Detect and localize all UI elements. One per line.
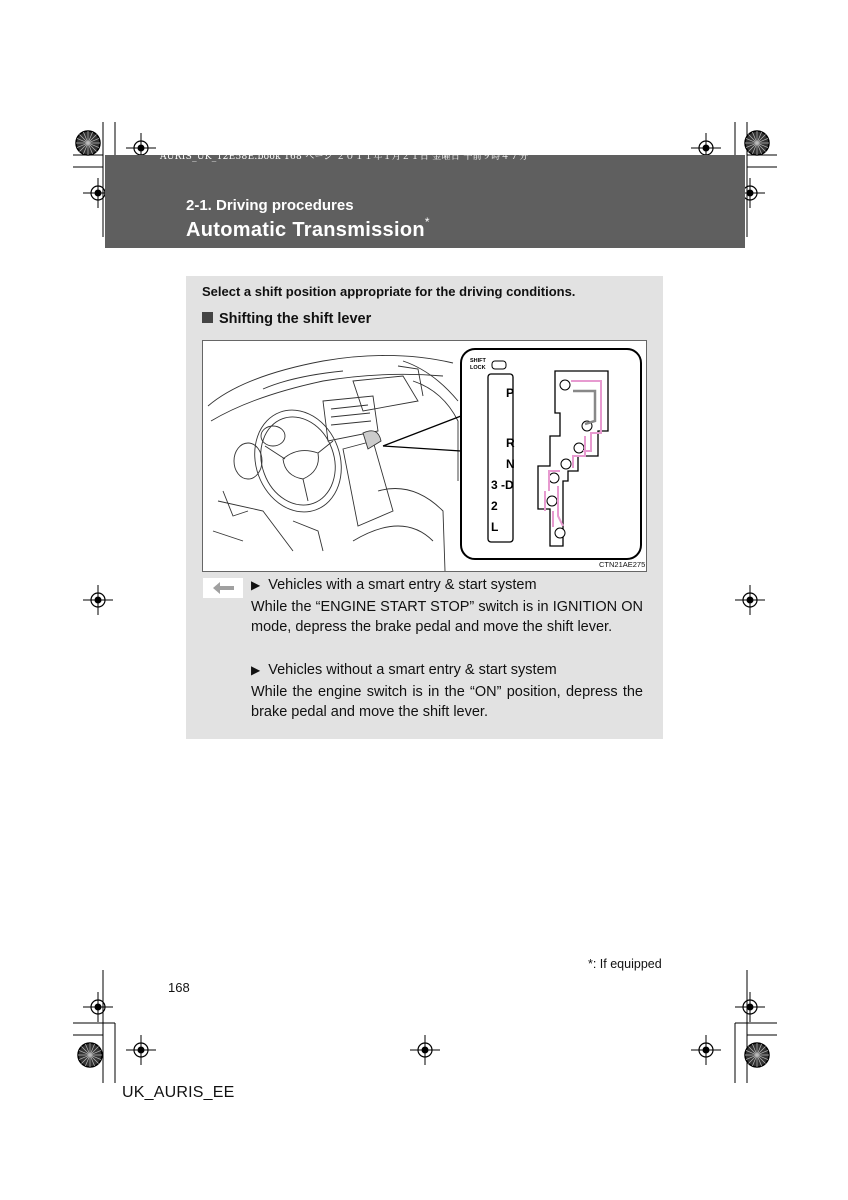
starburst-target-icon (76, 131, 100, 155)
document-code: UK_AURIS_EE (122, 1084, 235, 1101)
shift-lever-illustration (202, 340, 647, 572)
position-p: P (506, 386, 515, 400)
registration-mark-icon (126, 1035, 156, 1065)
dashboard-drawing (203, 341, 646, 571)
footnote: *: If equipped (588, 957, 662, 971)
registration-mark-icon (83, 585, 113, 615)
position-2: 2 (491, 499, 498, 513)
item-text-smart-entry: While the “ENGINE START STOP” switch is in IGNITION ON mode, depress the brake pedal and move the shift lever. (251, 599, 643, 635)
figure-code: CTN21AE275 (599, 560, 646, 569)
shift-lock-button (492, 361, 506, 369)
intro-text: Select a shift position appropriate for the driving conditions. (202, 284, 576, 299)
item-text-no-smart-entry: While the engine switch is in the “ON” position, depress the brake pedal and move the shift lever. (251, 684, 643, 720)
svg-text:LOCK: LOCK (470, 365, 486, 371)
subheading (202, 311, 371, 327)
square-bullet-icon (202, 312, 213, 323)
registration-mark-icon (83, 992, 113, 1022)
back-arrow-icon (203, 578, 243, 598)
position-3d: 3 -D (491, 478, 514, 492)
page-title-text: Automatic Transmission (186, 219, 425, 241)
starburst-target-icon (745, 131, 769, 155)
back-button[interactable] (203, 578, 243, 598)
registration-mark-icon (735, 585, 765, 615)
title-asterisk: * (424, 215, 430, 229)
item-heading-no-smart-entry (251, 660, 643, 680)
starburst-target-icon (745, 1043, 769, 1067)
item-heading-text: Vehicles without a smart entry & start system (268, 662, 557, 678)
position-l: L (491, 520, 499, 534)
section-label: 2-1. Driving procedures (186, 197, 354, 214)
page-number: 168 (168, 980, 190, 995)
registration-mark-icon (735, 992, 765, 1022)
shift-lock-label: SHIFT (470, 358, 486, 364)
subheading-text: Shifting the shift lever (219, 311, 372, 327)
item-heading-text: Vehicles with a smart entry & start system (268, 577, 537, 593)
triangle-right-icon: ▶ (251, 663, 261, 677)
triangle-right-icon: ▶ (251, 578, 261, 592)
position-r: R (506, 436, 515, 450)
registration-mark-icon (691, 1035, 721, 1065)
position-n: N (506, 457, 515, 471)
book-file-info: AURIS_UK_12E58E.book 168 ページ ２０１１年１月２１日 金曜日 午前９時４７分 (160, 152, 529, 162)
item-heading-smart-entry (251, 575, 643, 595)
starburst-target-icon (78, 1043, 102, 1067)
registration-mark-icon (410, 1035, 440, 1065)
page-title (186, 215, 430, 242)
